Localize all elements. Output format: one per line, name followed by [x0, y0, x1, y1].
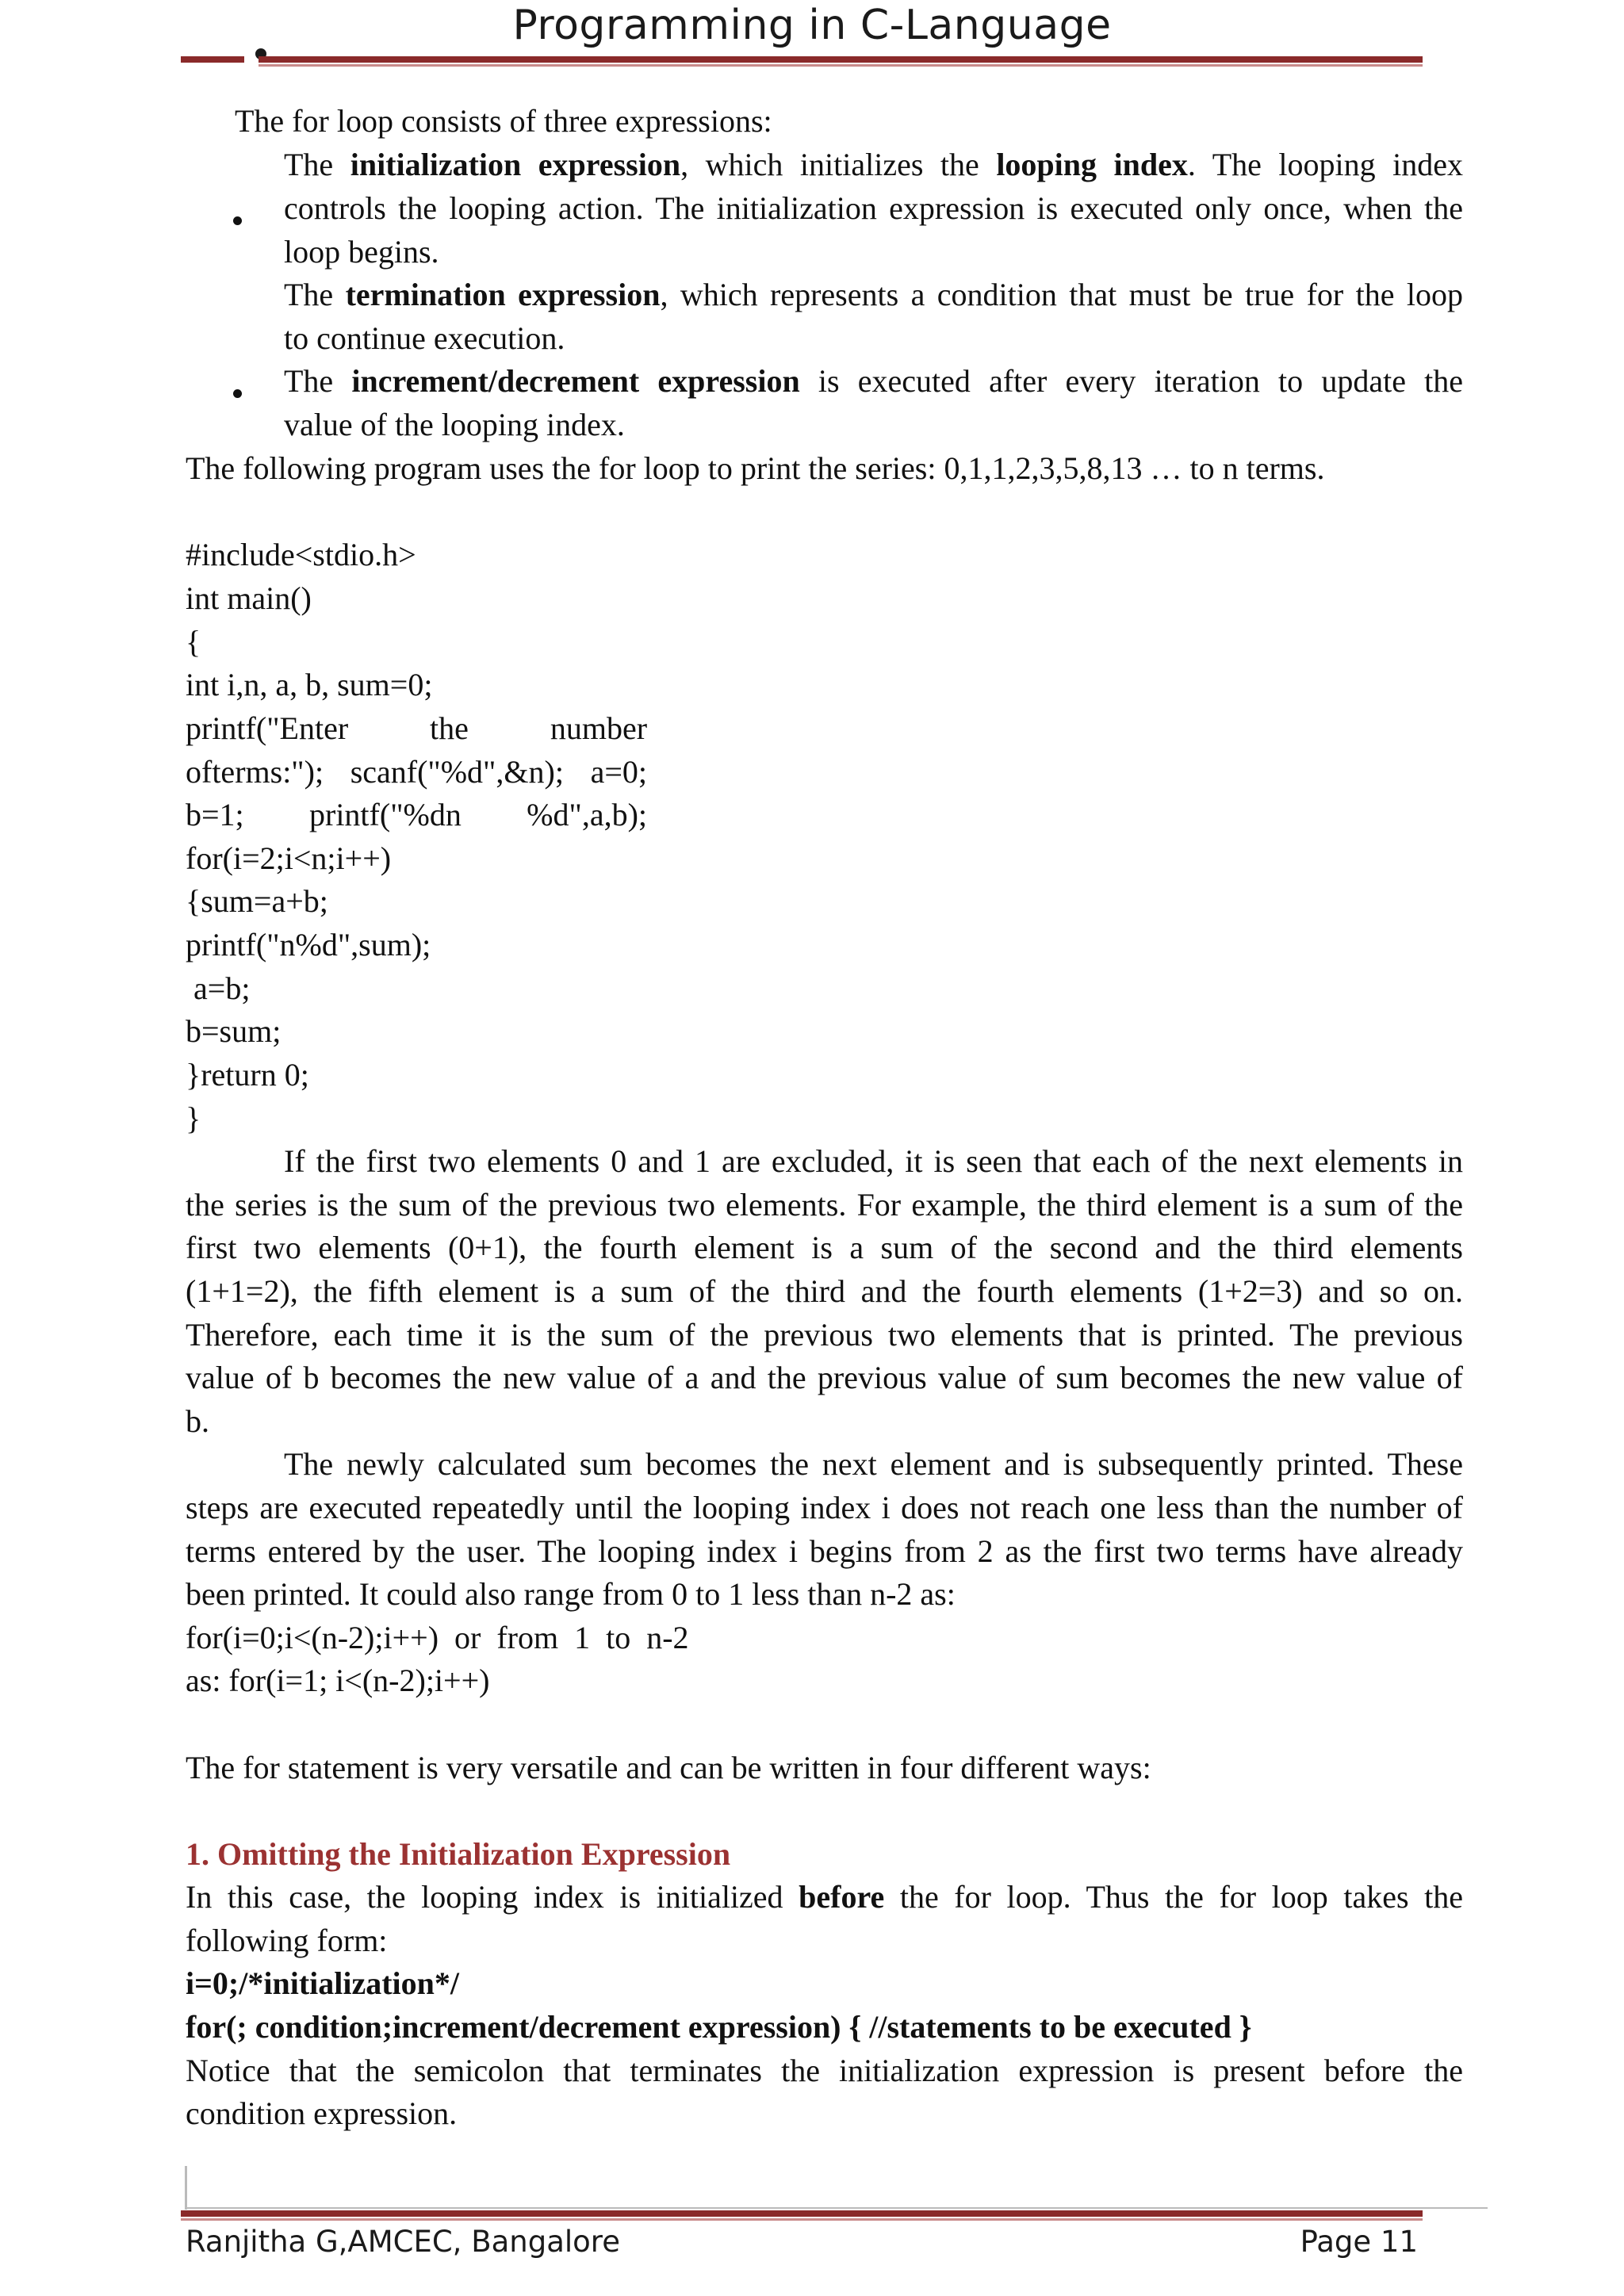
code-line: }return 0; [186, 1057, 309, 1093]
bullet-icon [233, 216, 242, 225]
bullet3-line1: The increment/decrement expression is executed after every iteration to update the [284, 363, 1464, 399]
program-intro: The following program uses the for loop to print the series: 0,1,1,2,3,5,8,13 … to n terms. [186, 450, 1325, 486]
footer-rule-grey [187, 2207, 1488, 2209]
footer-rule-main [181, 2210, 1423, 2217]
para1-line: Therefore, each time it is the sum of the previous two elements that is printed. The previous [186, 1317, 1463, 1353]
para1-line: the series is the sum of the previous two elements. For example, the third element is a sum of the [186, 1187, 1463, 1223]
para1-line: If the first two elements 0 and 1 are excluded, it is seen that each of the next elements in [284, 1143, 1463, 1179]
bullet-icon [233, 389, 242, 398]
page-header-title: Programming in C-Language [512, 2, 1112, 49]
code-line: } [186, 1100, 201, 1136]
code-line: printf("Enter the number [186, 710, 648, 746]
section1-code: i=0;/*initialization*/ [186, 1965, 460, 2001]
section1-line: In this case, the looping index is initialized before the for loop. Thus the for loop takes the [186, 1879, 1464, 1915]
section1-code: for(; condition;increment/decrement expression) { //statements to be executed } [186, 2009, 1252, 2045]
para2-line: steps are executed repeatedly until the looping index i does not reach one less than the number of [186, 1490, 1463, 1525]
code-line: {sum=a+b; [186, 883, 328, 919]
para1-line: value of b becomes the new value of a and the previous value of sum becomes the new value of [186, 1360, 1463, 1395]
section1-line: Notice that the semicolon that terminates the initialization expression is present before the [186, 2053, 1463, 2088]
bullet1-line2: controls the looping action. The initialization expression is executed only once, when the [284, 190, 1463, 226]
code-line: ofterms:"); scanf("%d",&n); a=0; [186, 754, 647, 790]
bullet2-line1: The termination expression, which represents a condition that must be true for the loop [284, 277, 1463, 312]
para2-line: The newly calculated sum becomes the next element and is subsequently printed. These [284, 1446, 1463, 1482]
para2-line: for(i=0;i<(n-2);i++) or from 1 to n-2 [186, 1620, 689, 1655]
bullet1-line3: loop begins. [284, 234, 439, 270]
section1-line: condition expression. [186, 2095, 458, 2131]
page-number: Page 11 [1300, 2225, 1418, 2259]
footer-author: Ranjitha G,AMCEC, Bangalore [186, 2225, 620, 2259]
section1-heading: 1. Omitting the Initialization Expression [186, 1836, 731, 1872]
para2-line: been printed. It could also range from 0 to 1 less than n-2 as: [186, 1576, 956, 1612]
section1-line: following form: [186, 1923, 388, 1958]
para1-line: (1+1=2), the fifth element is a sum of the third and the fourth elements (1+2=3) and so on. [186, 1273, 1463, 1309]
bullet1-line1: The initialization expression, which initializes the looping index. The looping index [284, 147, 1464, 182]
para1-line: first two elements (0+1), the fourth element is a sum of the second and the third elements [186, 1230, 1463, 1265]
intro-text: The for loop consists of three expressions: [235, 103, 772, 139]
para1-line: b. [186, 1403, 209, 1439]
versatile-text: The for statement is very versatile and can be written in four different ways: [186, 1750, 1151, 1785]
para2-line: as: for(i=1; i<(n-2);i++) [186, 1663, 490, 1698]
code-line: a=b; [186, 970, 251, 1006]
code-line: { [186, 624, 201, 660]
bullet3-line2: value of the looping index. [284, 407, 625, 442]
code-line: for(i=2;i<n;i++) [186, 840, 392, 876]
code-line: int main() [186, 580, 312, 616]
bullet2-line2: to continue execution. [284, 320, 565, 356]
code-line: b=sum; [186, 1013, 282, 1049]
code-line: printf("n%d",sum); [186, 927, 431, 962]
code-line: #include<stdio.h> [186, 537, 416, 572]
footer-rule-thin [181, 2218, 1423, 2221]
code-line: b=1; printf("%dn %d",a,b); [186, 797, 648, 832]
para2-line: terms entered by the user. The looping index i begins from 2 as the first two terms have already [186, 1533, 1463, 1569]
footer-left-tick [185, 2166, 187, 2210]
code-line: int i,n, a, b, sum=0; [186, 667, 433, 702]
